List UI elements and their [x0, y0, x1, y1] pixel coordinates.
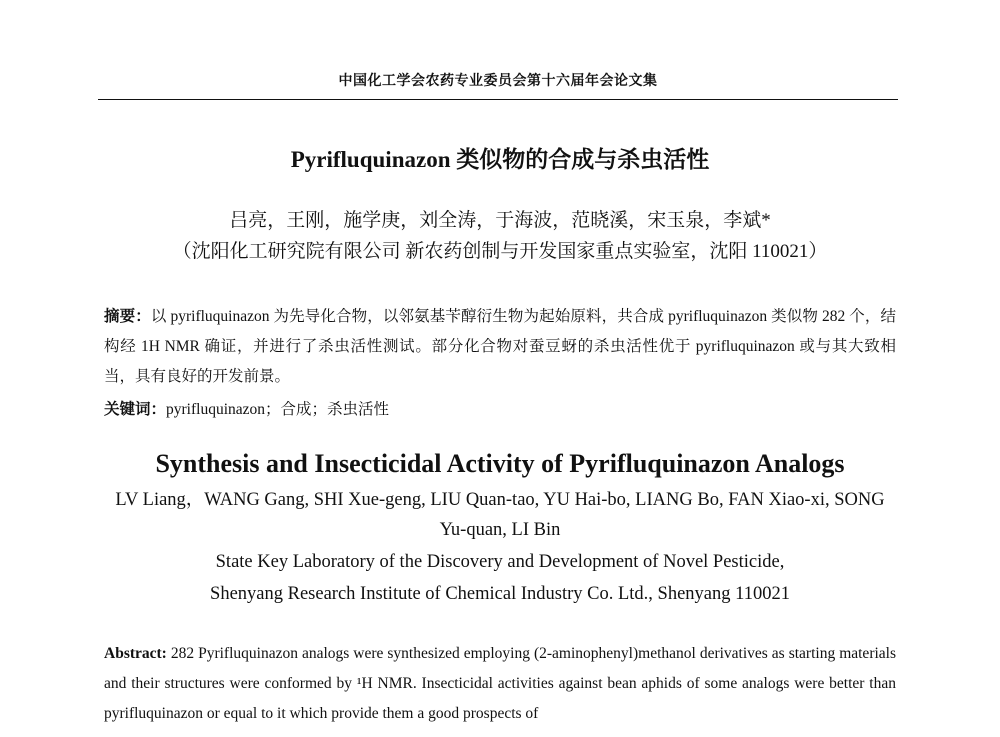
running-header: 中国化工学会农药专业委员会第十六届年会论文集: [338, 74, 658, 89]
chinese-keywords-label: 关键词：: [104, 401, 167, 418]
english-abstract-label: Abstract:: [104, 645, 167, 662]
chinese-authors: 吕亮，王刚，施学庚，刘全涛，于海波，范晓溪，宋玉泉，李斌*: [229, 210, 771, 231]
english-authors: LV Liang，WANG Gang, SHI Xue-geng, LIU Quan-tao, YU Hai-bo, LIANG Bo, FAN Xiao-xi, SONG Yu-quan, LI Bin: [115, 490, 885, 540]
chinese-abstract-text: 以 pyrifluquinazon 为先导化合物，以邻氨基苄醇衍生物为起始原料，共合成 pyrifluquinazon 类似物 282 个，结构经 1H NMR 确证，并进行了杀虫活性测试。部分化合物对蚕豆蚜的杀虫活性优于 pyrifluquinazon 或与其大致相当，具有良好的开发前景。: [104, 308, 896, 385]
english-abstract: [104, 639, 896, 729]
english-title: Synthesis and Insecticidal Activity of Pyrifluquinazon Analogs: [155, 449, 845, 478]
chinese-affiliation: （沈阳化工研究院有限公司 新农药创制与开发国家重点实验室，沈阳 110021）: [172, 241, 828, 262]
chinese-title: Pyrifluquinazon 类似物的合成与杀虫活性: [290, 147, 710, 172]
chinese-keywords: [104, 395, 896, 425]
header-rule: [98, 99, 898, 100]
english-affiliation-line1: State Key Laboratory of the Discovery and Development of Novel Pesticide,: [215, 552, 785, 572]
english-affiliation-line2: Shenyang Research Institute of Chemical Industry Co. Ltd., Shenyang 110021: [210, 584, 790, 604]
chinese-abstract-label: 摘要：: [104, 308, 151, 325]
chinese-abstract: [104, 302, 896, 392]
english-abstract-text: 282 Pyrifluquinazon analogs were synthesized employing (2-aminophenyl)methanol derivatives as starting materials and their structures were conformed by ¹H NMR. Insecticidal activities against bean aphids of some analogs were better than pyrifluquinazon or equal to it which provide them a good prospects of: [104, 645, 896, 722]
english-affiliation: [0, 546, 1000, 610]
chinese-keywords-text: pyrifluquinazon；合成；杀虫活性: [166, 401, 390, 418]
